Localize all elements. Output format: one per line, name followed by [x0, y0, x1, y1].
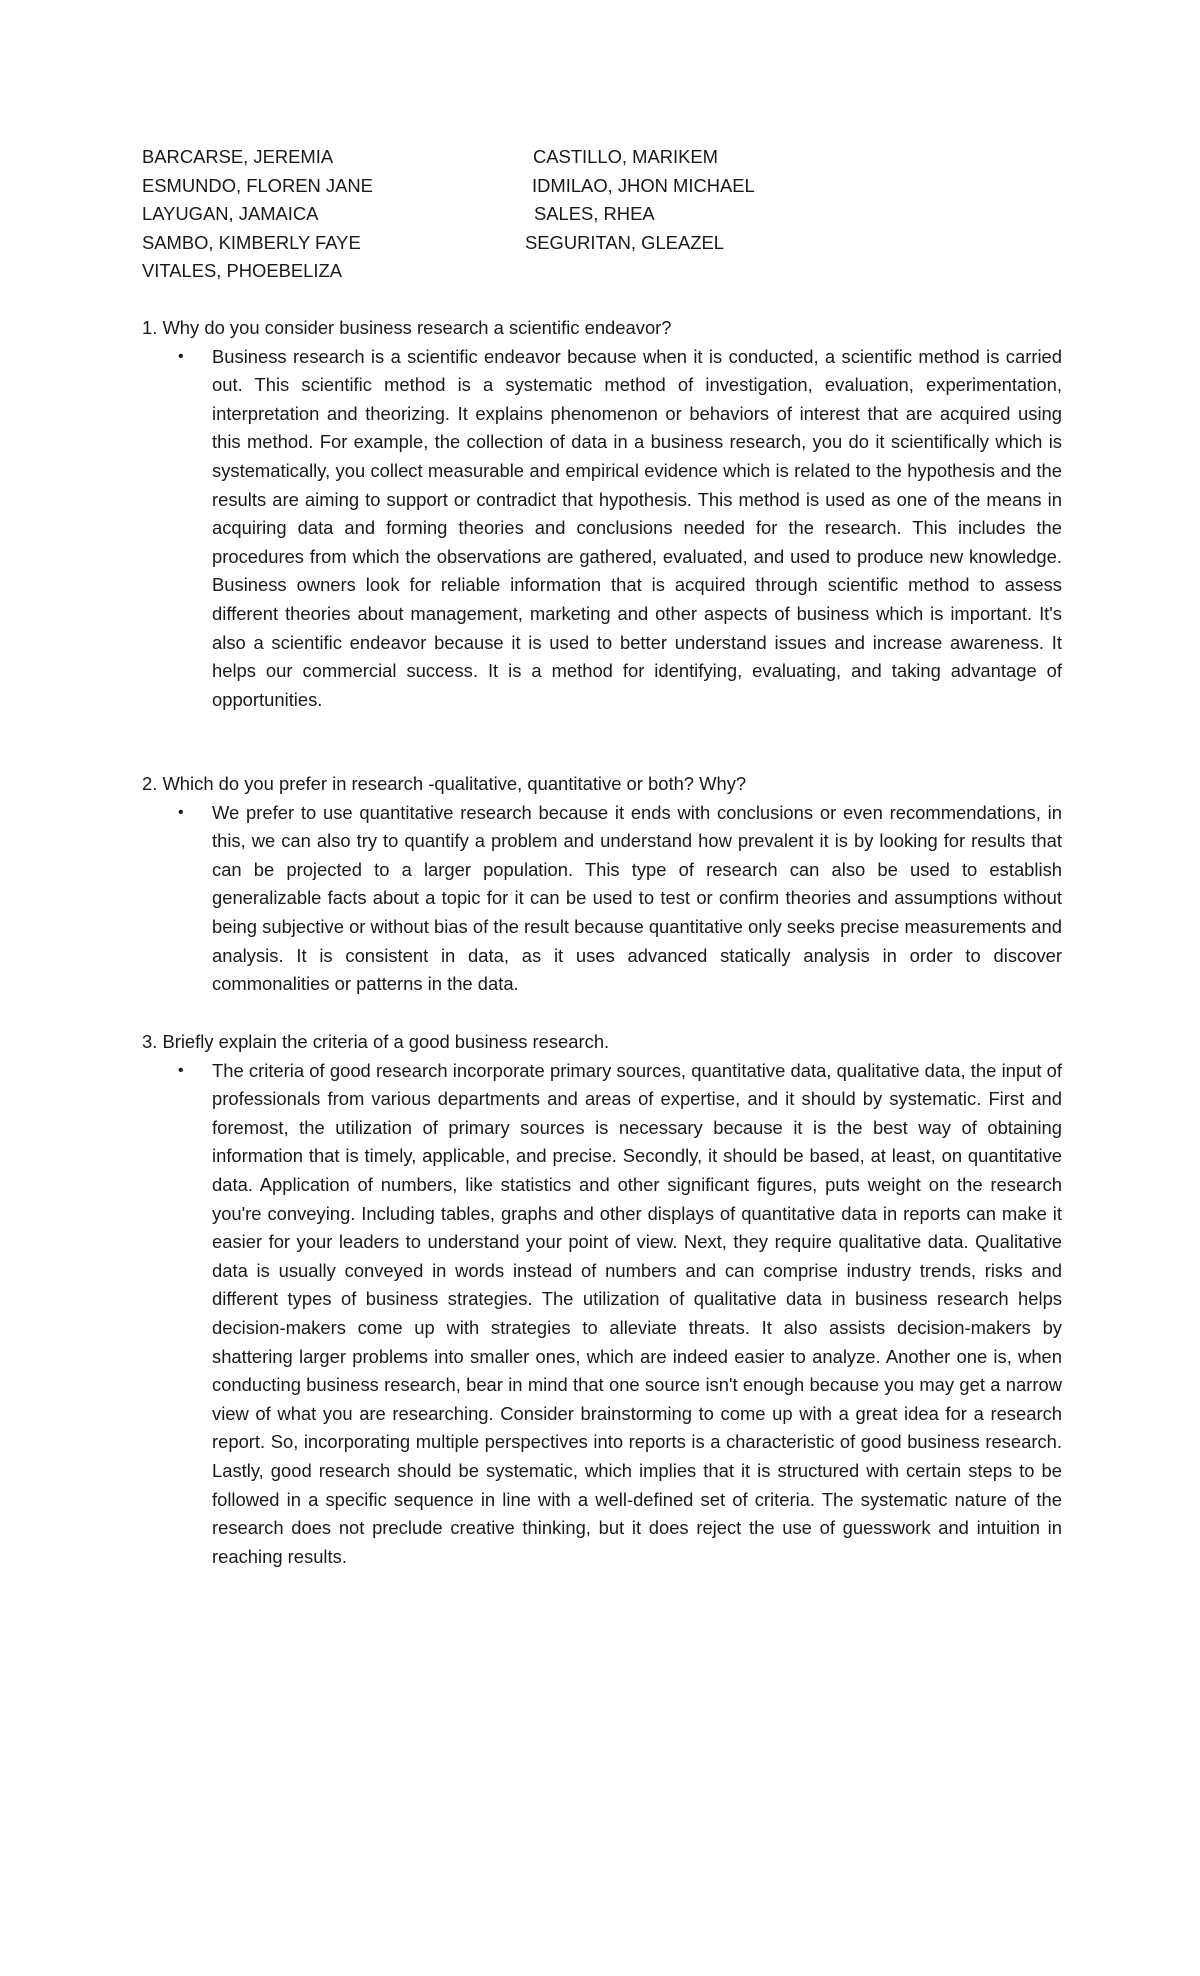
member-row [142, 229, 842, 258]
answer-text: The criteria of good research incorporate primary sources, quantitative data, qualitative data, the input of professionals from various departments and areas of expertise, and it should by systematic. First and foremost, the utilization of primary sources is necessary because it is the best way of obtaining information that is timely, applicable, and precise. Secondly, it should be based, at least, on quantitative data. Application of numbers, like statistics and other significant figures, puts weight on the research you're conveying. Including tables, graphs and other displays of quantitative data in reports can make it easier for your leaders to understand your point of view. Next, they require qualitative data. Qualitative data is usually conveyed in words instead of numbers and can comprise industry trends, risks and different types of business strategies. The utilization of qualitative data in business research helps decision-makers come up with strategies to alleviate threats. It also assists decision-makers by shattering larger problems into smaller ones, which are indeed easier to analyze. Another one is, when conducting business research, bear in mind that one source isn't enough because you may get a narrow view of what you are researching. Consider brainstorming to come up with a great idea for a research report. So, incorporating multiple perspectives into reports is a characteristic of good business research. Lastly, good research should be systematic, which implies that it is structured with certain steps to be followed in a specific sequence in line with a well-defined set of criteria. The systematic nature of the research does not preclude creative thinking, but it does reject the use of guesswork and intuition in reaching results. [212, 1059, 1062, 1567]
answer-text: Business research is a scientific endeavor because when it is conducted, a scientific method is carried out. This scientific method is a systematic method of investigation, evaluation, experimentation, interpretation and theorizing. It explains phenomenon or behaviors of interest that are acquired using this method. For example, the collection of data in a business research, you do it scientifically which is systematically, you collect measurable and empirical evidence which is related to the hypothesis and the results are aiming to support or contradict that hypothesis. This method is used as one of the means in acquiring data and forming theories and conclusions needed for the research. This includes the procedures from which the observations are gathered, evaluated, and used to produce new knowledge. Business owners look for reliable information that is acquired through scientific method to assess different theories about management, marketing and other aspects of business which is important. It's also a scientific endeavor because it is used to better understand issues and increase awareness. It helps our commercial success. It is a method for identifying, evaluating, and taking advantage of opportunities. [212, 345, 1062, 710]
question-block-1 [142, 314, 1062, 714]
member-name: ESMUNDO, FLOREN JANE [142, 174, 373, 196]
member-row [142, 200, 842, 229]
question-text: 1. Why do you consider business research a scientific endeavor? [142, 317, 672, 338]
bullet-icon: • [178, 347, 184, 365]
member-name: IDMILAO, JHON MICHAEL [532, 174, 755, 196]
bullet-icon: • [178, 803, 184, 821]
member-name: CASTILLO, MARIKEM [533, 146, 718, 167]
bullet-icon: • [178, 1061, 184, 1079]
answer-paragraph [178, 1057, 1062, 1572]
member-name: BARCARSE, JEREMIA [142, 146, 334, 167]
member-name: SALES, RHEA [534, 203, 655, 225]
member-list [142, 143, 842, 286]
member-row [142, 143, 842, 172]
question-text: 2. Which do you prefer in research -qualitative, quantitative or both? Why? [142, 773, 747, 794]
member-name: SAMBO, KIMBERLY FAYE [142, 231, 361, 253]
member-row [142, 257, 842, 286]
member-name: VITALES, PHOEBELIZA [142, 260, 342, 282]
question-text: 3. Briefly explain the criteria of a good business research. [142, 1031, 610, 1052]
member-name: SEGURITAN, GLEAZEL [525, 231, 724, 253]
answer-paragraph [178, 799, 1062, 999]
question-block-3 [142, 1028, 1062, 1571]
answer-paragraph [178, 343, 1062, 715]
answer-text: We prefer to use quantitative research because it ends with conclusions or even recommendations, in this, we can also try to quantify a problem and understand how prevalent it is by looking for results that can be projected to a larger population. This type of research can also be used to establish generalizable facts about a topic for it can be used to test or confirm theories and assumptions without being subjective or without bias of the result because quantitative only seeks precise measurements and analysis. It is consistent in data, as it uses advanced statically analysis in order to discover commonalities or patterns in the data. [212, 801, 1062, 995]
member-row [142, 172, 842, 201]
member-name: LAYUGAN, JAMAICA [142, 203, 319, 225]
question-block-2 [142, 770, 1062, 999]
